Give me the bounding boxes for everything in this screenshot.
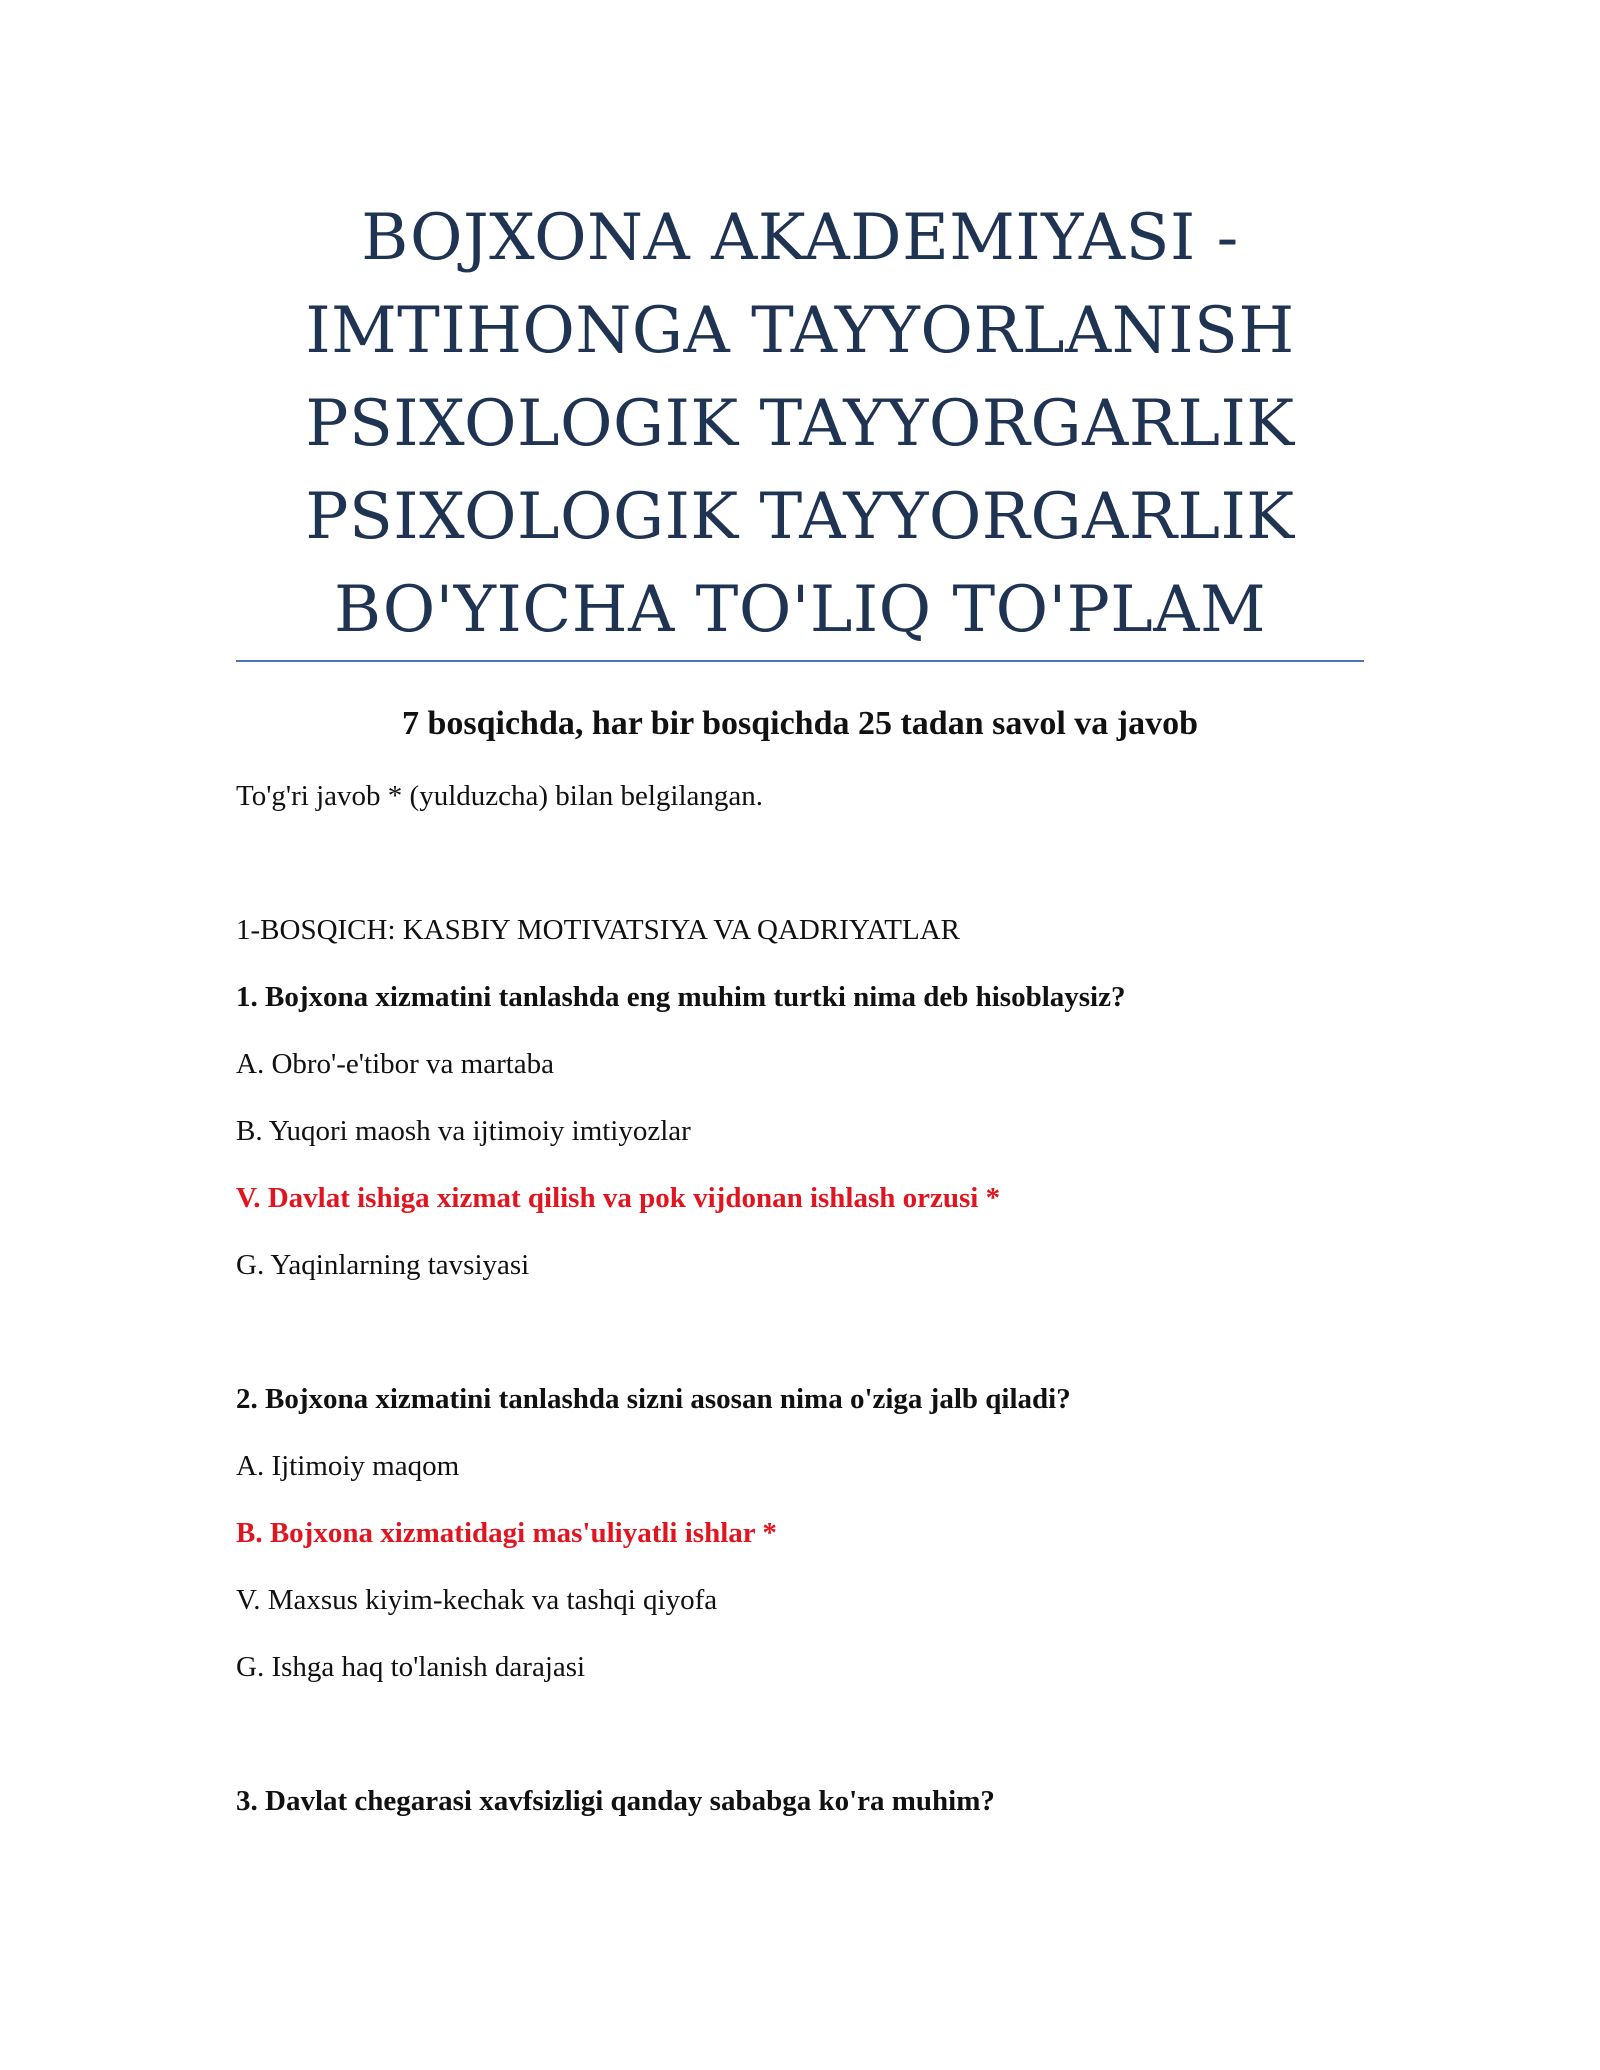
document-subtitle: 7 bosqichda, har bir bosqichda 25 tadan savol va javob — [401, 705, 1199, 742]
question-1-option-v-correct: V. Davlat ishiga xizmat qilish va pok vijdonan ishlash orzusi * — [236, 1182, 1001, 1214]
question-2-option-b-correct: B. Bojxona xizmatidagi mas'uliyatli ishlar * — [236, 1517, 777, 1549]
title-line-3: PSIXOLOGIK TAYYORGARLIK — [305, 387, 1295, 461]
title-line-2: IMTIHONGA TAYYORLANISH — [305, 294, 1295, 368]
answer-key-note: To'g'ri javob * (yulduzcha) bilan belgilangan. — [236, 780, 764, 812]
question-2-option-g: G. Ishga haq to'lanish darajasi — [236, 1651, 586, 1683]
question-1-option-b: B. Yuqori maosh va ijtimoiy imtiyozlar — [236, 1115, 691, 1147]
title-line-1: BOJXONA AKADEMIYASI - — [361, 201, 1239, 275]
title-divider — [236, 660, 1364, 662]
question-1: 1. Bojxona xizmatini tanlashda eng muhim turtki nima deb hisoblaysiz? — [236, 981, 1126, 1013]
question-1-option-g: G. Yaqinlarning tavsiyasi — [236, 1249, 530, 1281]
question-2-option-a: A. Ijtimoiy maqom — [236, 1450, 460, 1482]
section-heading: 1-BOSQICH: KASBIY MOTIVATSIYA VA QADRIYATLAR — [236, 914, 961, 946]
question-2-option-v: V. Maxsus kiyim-kechak va tashqi qiyofa — [236, 1584, 718, 1616]
document-title — [236, 192, 1364, 657]
title-line-4: PSIXOLOGIK TAYYORGARLIK — [305, 480, 1295, 554]
question-1-option-a: A. Obro'-e'tibor va martaba — [236, 1048, 555, 1080]
question-3: 3. Davlat chegarasi xavfsizligi qanday sababga ko'ra muhim? — [236, 1785, 995, 1817]
title-line-5: BO'YICHA TO'LIQ TO'PLAM — [333, 573, 1267, 647]
question-2: 2. Bojxona xizmatini tanlashda sizni asosan nima o'ziga jalb qiladi? — [236, 1383, 1071, 1415]
